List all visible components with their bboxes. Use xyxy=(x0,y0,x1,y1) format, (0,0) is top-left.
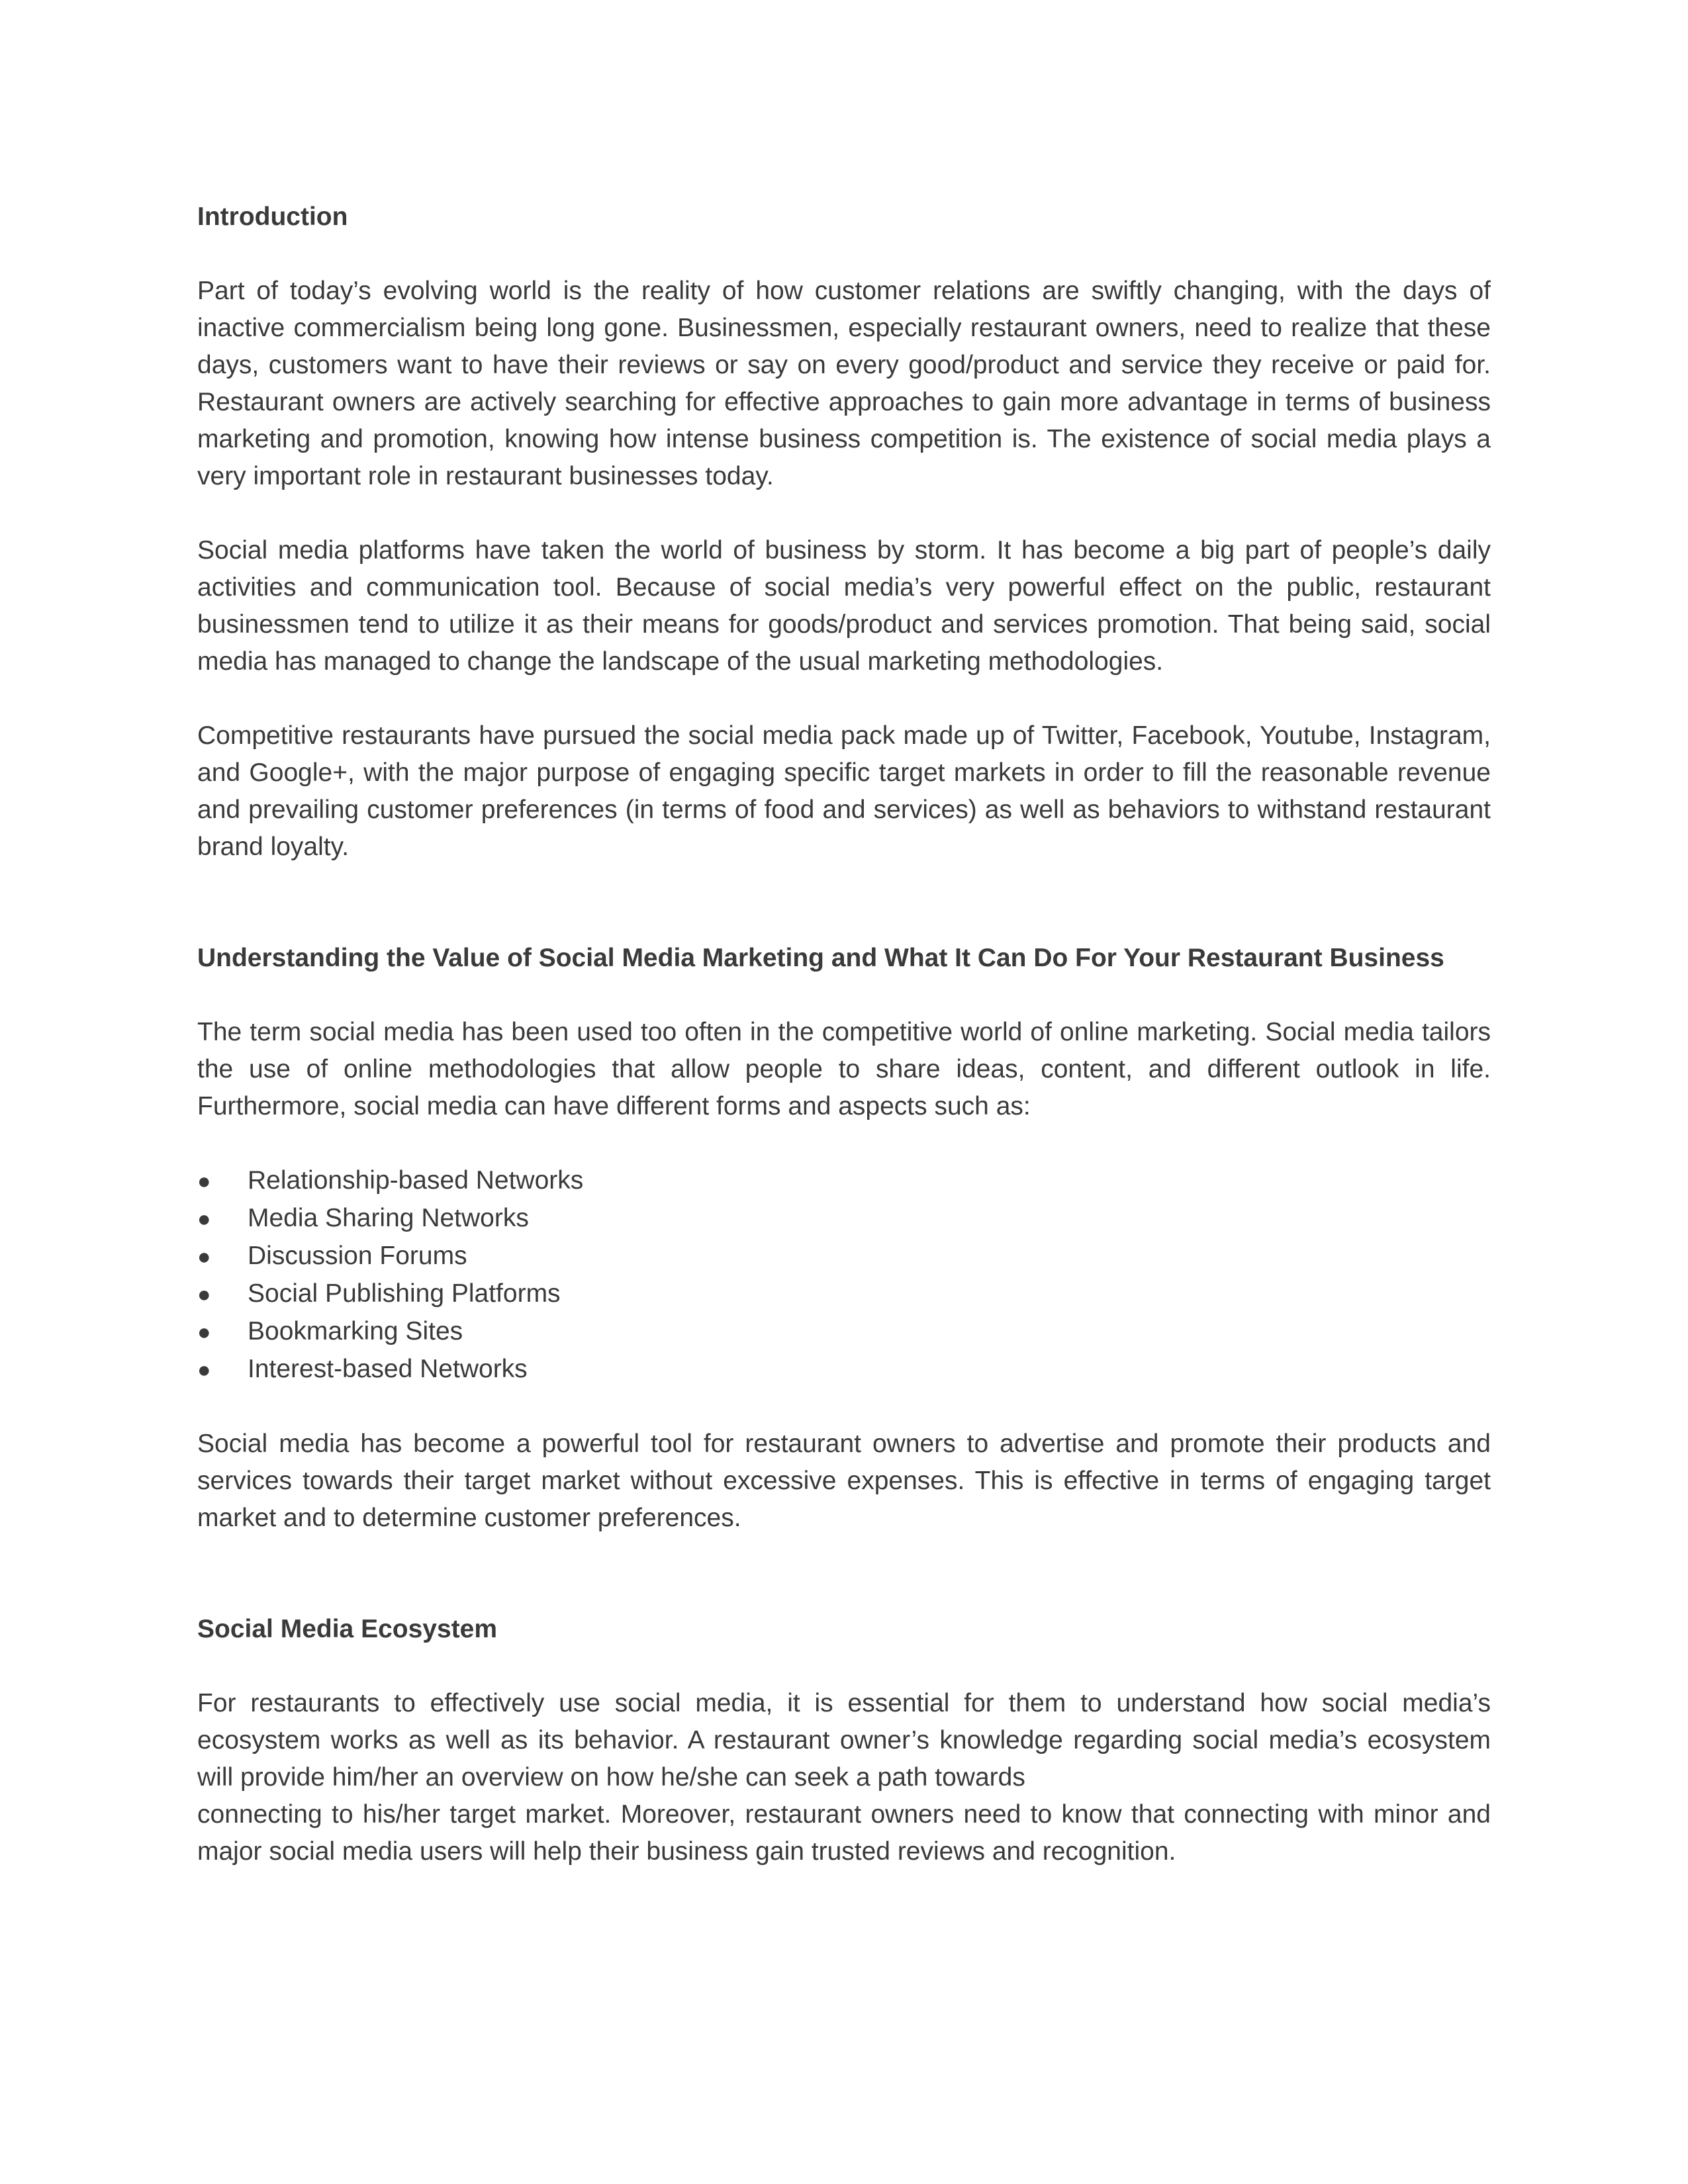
list-item-label: Discussion Forums xyxy=(248,1242,467,1270)
list-item xyxy=(197,1313,1491,1351)
intro-paragraph-2: Social media platforms have taken the world of business by storm. It has become a big part of people’s daily activities and communication tool. Because of social media’s very powerful effect on the public, restaurant businessmen tend to utilize it as their means for goods/product and services promotion. That being said, social media has managed to change the landscape of the usual marketing methodologies. xyxy=(197,536,1491,676)
document-page xyxy=(197,199,1491,1870)
section-heading-introduction: Introduction xyxy=(197,203,348,231)
ecosystem-paragraph-part2: connecting to his/her target market. Moreover, restaurant owners need to know that connecting with minor and major social media users will help their business gain trusted reviews and recognition. xyxy=(197,1800,1491,1866)
list-item-label: Bookmarking Sites xyxy=(248,1317,463,1345)
list-item-label: Relationship-based Networks xyxy=(248,1166,584,1195)
understanding-closing-paragraph: Social media has become a powerful tool for restaurant owners to advertise and promote their products and services towards their target market without excessive expenses. This is effective in terms of engaging target market and to determine customer preferences. xyxy=(197,1430,1491,1532)
understanding-intro-paragraph: The term social media has been used too often in the competitive world of online marketing. Social media tailors the use of online methodologies that allow people to share ideas, content, and different outlook in life. Furthermore, social media can have different forms and aspects such as: xyxy=(197,1018,1491,1120)
list-item xyxy=(197,1162,1491,1200)
intro-paragraph-3: Competitive restaurants have pursued the social media pack made up of Twitter, Facebook, Youtube, Instagram, and Google+, with the major purpose of engaging specific target markets in order to fill the reasonable revenue and prevailing customer preferences (in terms of food and services) as well as behaviors to withstand restaurant brand loyalty. xyxy=(197,721,1491,861)
list-item-label: Interest-based Networks xyxy=(248,1355,528,1383)
ecosystem-paragraph-part1: For restaurants to effectively use social media, it is essential for them to understand how social media’s ecosystem works as well as its behavior. A restaurant owner’s knowledge regarding social media’s ecosystem will provide him/her an overview on how he/she can seek a path towards xyxy=(197,1689,1491,1792)
list-item xyxy=(197,1238,1491,1275)
bullet-icon: ● xyxy=(197,1282,211,1307)
intro-paragraph-1: Part of today’s evolving world is the reality of how customer relations are swiftly changing, with the days of inactive commercialism being long gone. Businessmen, especially restaurant owners, need to realize that these days, customers want to have their reviews or say on every good/product and service they receive or paid for. Restaurant owners are actively searching for effective approaches to gain more advantage in terms of business marketing and promotion, knowing how intense business competition is. The existence of social media plays a very important role in restaurant businesses today. xyxy=(197,277,1491,490)
list-item xyxy=(197,1275,1491,1313)
bullet-icon: ● xyxy=(197,1320,211,1345)
bullet-icon: ● xyxy=(197,1357,211,1383)
list-item-label: Media Sharing Networks xyxy=(248,1204,529,1232)
section-heading-ecosystem: Social Media Ecosystem xyxy=(197,1615,498,1643)
list-item xyxy=(197,1200,1491,1238)
social-media-forms-list xyxy=(197,1162,1491,1388)
list-item xyxy=(197,1351,1491,1388)
bullet-icon: ● xyxy=(197,1206,211,1232)
bullet-icon: ● xyxy=(197,1169,211,1194)
bullet-icon: ● xyxy=(197,1244,211,1269)
list-item-label: Social Publishing Platforms xyxy=(248,1279,561,1308)
section-heading-understanding-value: Understanding the Value of Social Media Marketing and What It Can Do For Your Restaurant Business xyxy=(197,944,1444,972)
